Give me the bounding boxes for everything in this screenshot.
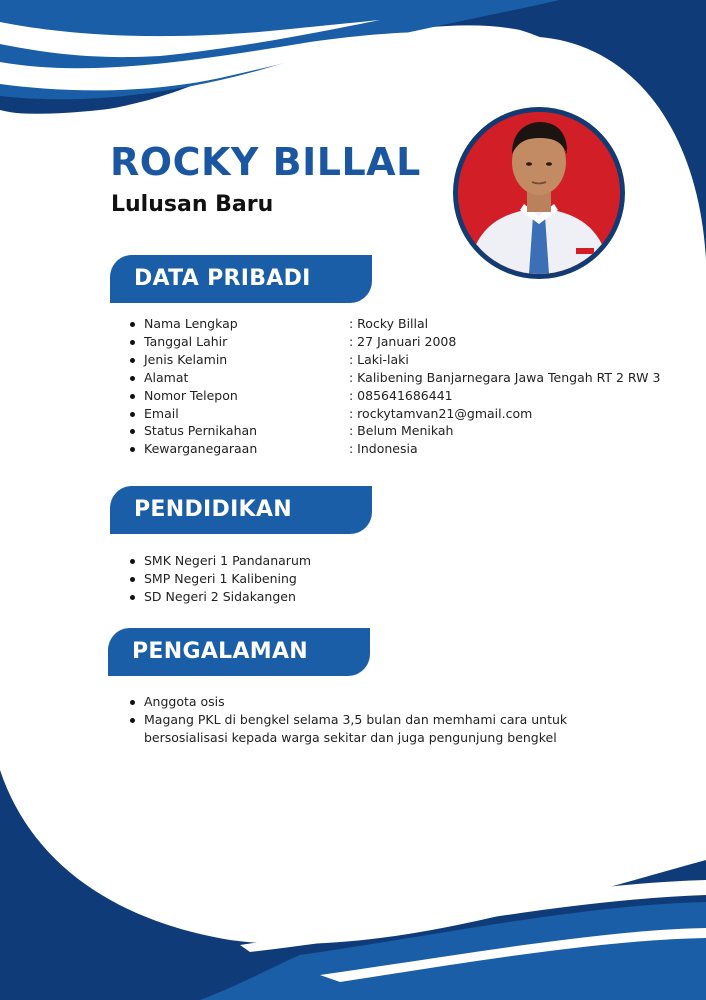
candidate-subtitle: Lulusan Baru (111, 192, 274, 217)
list-item (130, 405, 690, 423)
list-item (130, 440, 690, 458)
section-header-pengalaman: PENGALAMAN (108, 628, 370, 676)
list-item (130, 387, 690, 405)
list-item: SD Negeri 2 Sidakangen (130, 588, 530, 606)
field-label: Alamat (144, 369, 189, 385)
list-item (130, 315, 690, 333)
education-list (130, 552, 530, 606)
field-value: : Belum Menikah (349, 423, 454, 439)
field-value: : Kalibening Banjarnegara Jawa Tengah RT 2 RW 3 (349, 369, 661, 385)
candidate-name: ROCKY BILLAL (110, 140, 421, 184)
section-header-pendidikan: PENDIDIKAN (110, 486, 372, 534)
field-value: : Rocky Billal (349, 316, 429, 331)
profile-photo (453, 107, 625, 279)
field-label: Tanggal Lahir (144, 333, 228, 349)
field-label: Jenis Kelamin (144, 351, 228, 367)
field-label: Nomor Telepon (144, 387, 238, 403)
list-item (130, 333, 690, 351)
list-item (130, 422, 690, 440)
section-header-data-pribadi: DATA PRIBADI (110, 255, 372, 303)
field-value: : 27 Januari 2008 (349, 333, 457, 349)
personal-data-list (130, 315, 690, 458)
list-item: Magang PKL di bengkel selama 3,5 bulan dan memhami cara untuk bersosialisasi kepada warga sekitar dan juga pengunjung bengkel (130, 711, 570, 747)
experience-list (130, 693, 570, 747)
list-item: SMK Negeri 1 Pandanarum (130, 552, 530, 570)
list-item (130, 369, 690, 387)
field-label: Email (144, 405, 179, 421)
field-label: Status Pernikahan (144, 423, 258, 439)
field-label: Nama Lengkap (144, 316, 238, 331)
field-value: : rockytamvan21@gmail.com (349, 405, 533, 421)
field-value: : 085641686441 (349, 387, 453, 403)
list-item: SMP Negeri 1 Kalibening (130, 570, 530, 588)
field-value: : Indonesia (349, 441, 418, 457)
field-label: Kewarganegaraan (144, 441, 258, 457)
list-item (130, 351, 690, 369)
field-value: : Laki-laki (349, 351, 409, 367)
list-item: Anggota osis (130, 693, 570, 711)
